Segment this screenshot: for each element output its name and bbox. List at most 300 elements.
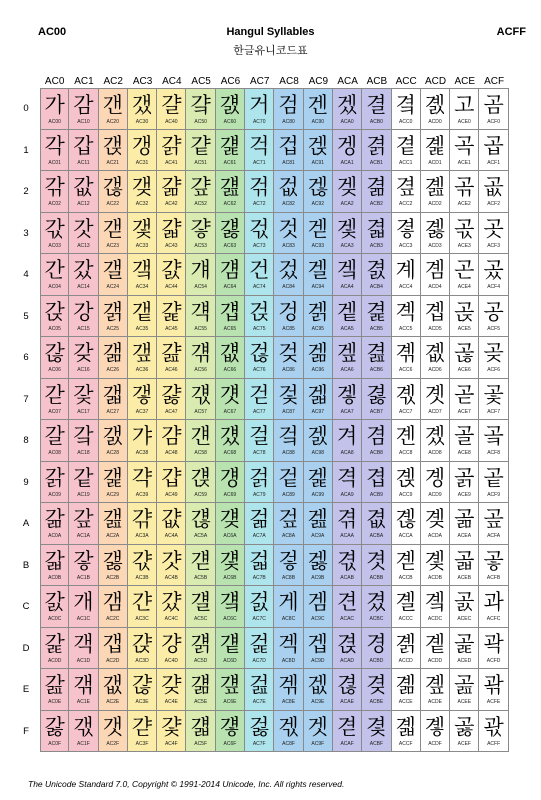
character-cell <box>274 420 303 462</box>
character-glyph: 결 <box>366 93 387 117</box>
character-cell <box>421 171 450 213</box>
code-point-label: AC01 <box>48 159 61 166</box>
character-cell <box>99 254 128 296</box>
character-glyph: 겷 <box>366 382 387 407</box>
character-cell <box>392 462 421 504</box>
character-cell <box>274 586 303 628</box>
code-point-label: ACC7 <box>399 408 413 415</box>
code-point-label: AC4C <box>164 616 178 622</box>
character-glyph: 곑 <box>424 133 446 158</box>
character-cell <box>69 130 98 172</box>
code-point-label: AC3D <box>135 657 149 664</box>
character-glyph: 게 <box>278 590 299 614</box>
character-glyph: 곭 <box>454 631 475 656</box>
character-cell <box>128 130 157 172</box>
character-glyph: 갳 <box>131 216 153 241</box>
code-point-label: AC23 <box>106 242 119 249</box>
code-point-label: AC1C <box>76 616 91 622</box>
chart-row <box>12 503 509 545</box>
character-glyph: 겒 <box>307 175 328 199</box>
code-point-label: ACB9 <box>369 491 383 498</box>
character-glyph: 곢 <box>454 175 475 199</box>
code-point-label: AC0A <box>48 533 62 539</box>
character-cell <box>99 379 128 421</box>
code-point-label: AC87 <box>282 408 295 415</box>
character-cell <box>450 711 479 753</box>
character-cell <box>245 669 274 711</box>
character-cell <box>157 711 186 753</box>
character-glyph: 걵 <box>249 299 270 324</box>
code-point-label: AC5E <box>194 699 208 705</box>
character-glyph: 곈 <box>395 424 416 448</box>
character-glyph: 걊 <box>161 507 182 531</box>
character-glyph: 곙 <box>424 465 446 490</box>
character-glyph: 걾 <box>249 673 270 697</box>
character-glyph: 갤 <box>102 258 123 282</box>
character-glyph: 걧 <box>219 382 241 407</box>
character-cell <box>157 420 186 462</box>
code-point-label: AC1A <box>76 533 90 539</box>
code-point-label: ACF4 <box>487 284 500 290</box>
code-point-label: ACAC <box>340 616 355 622</box>
code-point-label: AC5B <box>194 574 208 581</box>
code-point-label: AC10 <box>77 119 90 125</box>
character-glyph: 걙 <box>190 465 211 490</box>
character-cell <box>69 296 98 338</box>
code-point-label: AC9F <box>311 740 325 747</box>
code-point-label: ACC1 <box>399 159 413 166</box>
character-cell <box>304 586 333 628</box>
character-cell <box>274 462 303 504</box>
character-cell <box>216 213 245 255</box>
code-point-label: ACEF <box>457 740 471 747</box>
code-point-label: ACB8 <box>369 450 383 456</box>
character-cell <box>69 711 98 753</box>
character-cell <box>245 337 274 379</box>
character-glyph: 갯 <box>102 714 123 739</box>
character-cell <box>421 337 450 379</box>
character-glyph: 곤 <box>454 258 475 282</box>
character-cell <box>186 669 215 711</box>
code-point-label: AC7A <box>252 533 266 539</box>
character-glyph: 걶 <box>249 341 270 365</box>
character-cell <box>245 213 274 255</box>
character-glyph: 걪 <box>219 507 241 531</box>
code-point-label: ACB5 <box>369 325 383 332</box>
character-cell <box>333 171 362 213</box>
row-label: D <box>22 642 30 654</box>
code-point-label: ACAA <box>340 533 354 539</box>
character-glyph: 곟 <box>424 714 446 739</box>
chart-row <box>12 337 509 379</box>
character-cell <box>479 628 508 670</box>
code-point-label: AC21 <box>106 159 119 166</box>
code-point-label: AC5A <box>194 533 208 539</box>
character-cell <box>450 462 479 504</box>
character-glyph: 겔 <box>307 258 328 282</box>
character-glyph: 겟 <box>307 714 328 739</box>
character-cell <box>128 503 157 545</box>
character-cell <box>274 296 303 338</box>
character-glyph: 곆 <box>395 341 416 365</box>
character-cell <box>216 171 245 213</box>
character-cell <box>69 88 98 130</box>
code-point-label: AC4A <box>164 533 178 539</box>
code-point-label: ACC8 <box>399 450 413 456</box>
character-cell <box>245 420 274 462</box>
chart-row <box>12 462 509 504</box>
character-cell <box>186 711 215 753</box>
character-glyph: 갈 <box>44 424 65 448</box>
character-cell <box>421 130 450 172</box>
character-cell <box>216 337 245 379</box>
character-cell <box>128 379 157 421</box>
character-cell <box>128 669 157 711</box>
code-point-label: AC86 <box>282 367 295 373</box>
character-glyph: 곲 <box>483 175 504 199</box>
character-glyph: 갿 <box>131 714 153 739</box>
character-cell <box>186 130 215 172</box>
character-cell <box>216 420 245 462</box>
code-point-label: AC62 <box>223 201 237 207</box>
code-point-label: AC59 <box>194 491 207 498</box>
character-glyph: 곗 <box>424 382 446 407</box>
code-point-label: AC2F <box>106 740 120 747</box>
code-point-label: ACF5 <box>487 325 500 332</box>
character-cell <box>362 669 391 711</box>
character-glyph: 걳 <box>249 216 270 241</box>
character-cell <box>40 171 69 213</box>
code-point-label: AC8B <box>281 574 296 581</box>
character-glyph: 격 <box>336 465 358 490</box>
character-cell <box>40 503 69 545</box>
code-point-label: ACD2 <box>428 201 442 207</box>
row-label: B <box>22 559 30 571</box>
character-cell <box>450 586 479 628</box>
character-glyph: 갰 <box>131 93 153 117</box>
character-cell <box>157 669 186 711</box>
character-glyph: 갆 <box>44 341 65 365</box>
chart-subtitle: 한글유니코드표 <box>233 44 308 57</box>
character-glyph: 갚 <box>73 507 94 531</box>
code-point-label: ACB3 <box>369 242 383 249</box>
character-glyph: 갩 <box>102 465 123 490</box>
code-point-label: ACCF <box>398 740 413 747</box>
character-cell <box>274 171 303 213</box>
code-point-label: AC29 <box>106 491 119 498</box>
code-point-label: AC70 <box>252 119 266 125</box>
character-glyph: 갑 <box>73 133 94 158</box>
character-glyph: 검 <box>278 93 299 117</box>
character-cell <box>333 379 362 421</box>
code-point-label: AC40 <box>165 119 178 125</box>
character-glyph: 걝 <box>190 631 211 656</box>
code-point-label: AC41 <box>165 159 178 166</box>
character-cell <box>69 213 98 255</box>
row-label: 5 <box>23 310 29 322</box>
character-glyph: 겚 <box>307 507 328 531</box>
character-cell <box>128 420 157 462</box>
code-point-label: AC91 <box>311 159 325 166</box>
character-cell <box>40 545 69 587</box>
code-point-label: AC81 <box>282 159 295 166</box>
code-point-label: ACFC <box>486 616 501 622</box>
character-cell <box>450 628 479 670</box>
character-cell <box>479 586 508 628</box>
character-glyph: 갎 <box>44 673 65 697</box>
character-glyph: 겢 <box>336 175 358 199</box>
code-point-label: ACD1 <box>428 159 442 166</box>
character-cell <box>421 213 450 255</box>
character-cell <box>40 420 69 462</box>
code-point-label: AC6D <box>223 657 237 664</box>
character-cell <box>274 213 303 255</box>
character-cell <box>186 296 215 338</box>
column-header: AC2 <box>103 76 123 87</box>
character-cell <box>421 628 450 670</box>
character-glyph: 걄 <box>161 258 182 282</box>
code-point-label: AC45 <box>165 325 178 332</box>
character-glyph: 겵 <box>366 299 387 324</box>
character-glyph: 것 <box>278 216 299 241</box>
code-point-label: AC22 <box>106 201 119 207</box>
character-glyph: 겸 <box>366 424 387 448</box>
character-cell <box>274 379 303 421</box>
character-cell <box>392 503 421 545</box>
character-cell <box>69 669 98 711</box>
character-glyph: 걢 <box>219 175 241 199</box>
code-point-label: AC67 <box>223 408 237 415</box>
character-cell <box>479 254 508 296</box>
code-point-label: AC6F <box>223 740 237 747</box>
code-point-label: AC0E <box>48 699 62 705</box>
character-cell <box>362 586 391 628</box>
character-cell <box>362 628 391 670</box>
character-glyph: 겼 <box>366 590 387 614</box>
character-cell <box>40 213 69 255</box>
character-glyph: 겡 <box>336 133 358 158</box>
character-cell <box>157 586 186 628</box>
character-cell <box>99 171 128 213</box>
character-cell <box>304 130 333 172</box>
character-glyph: 걤 <box>219 258 241 282</box>
character-glyph: 곾 <box>483 673 504 697</box>
character-cell <box>99 88 128 130</box>
row-label: 6 <box>23 352 29 364</box>
character-glyph: 곩 <box>454 465 475 490</box>
code-point-label: ACAD <box>340 657 355 664</box>
character-glyph: 걻 <box>249 548 270 573</box>
code-point-label: AC83 <box>282 242 295 249</box>
character-glyph: 곒 <box>424 175 446 199</box>
character-cell <box>421 254 450 296</box>
code-point-label: AC7B <box>252 574 266 581</box>
character-cell <box>128 171 157 213</box>
character-glyph: 갖 <box>73 341 94 365</box>
code-point-label: AC32 <box>135 201 149 207</box>
character-cell <box>128 337 157 379</box>
code-point-label: ACBF <box>369 740 384 747</box>
character-glyph: 겪 <box>336 507 358 531</box>
code-point-label: ACB0 <box>369 119 383 125</box>
character-cell <box>479 503 508 545</box>
code-point-label: ACED <box>457 657 472 664</box>
code-point-label: AC4F <box>164 740 178 747</box>
character-glyph: 곅 <box>395 299 416 324</box>
character-cell <box>128 586 157 628</box>
character-glyph: 곧 <box>454 382 475 407</box>
character-glyph: 가 <box>44 93 65 117</box>
character-glyph: 걓 <box>190 216 211 241</box>
code-point-label: AC39 <box>135 491 149 498</box>
character-glyph: 겝 <box>307 631 328 656</box>
code-point-label: AC2C <box>106 616 120 622</box>
character-cell <box>157 213 186 255</box>
code-point-label: AC3C <box>135 616 149 622</box>
character-cell <box>216 462 245 504</box>
character-glyph: 곽 <box>483 631 504 656</box>
chart-row <box>12 88 509 130</box>
character-cell <box>245 254 274 296</box>
character-glyph: 계 <box>395 258 416 282</box>
code-point-label: ACA9 <box>340 491 354 498</box>
character-cell <box>392 296 421 338</box>
character-cell <box>128 711 157 753</box>
character-glyph: 감 <box>73 93 94 117</box>
character-glyph: 곺 <box>483 507 504 531</box>
code-point-label: AC76 <box>252 367 266 373</box>
code-point-label: AC48 <box>165 450 178 456</box>
character-glyph: 갉 <box>44 465 65 490</box>
code-point-label: AC02 <box>48 201 61 207</box>
character-glyph: 갥 <box>102 299 123 324</box>
code-point-label: AC94 <box>311 284 325 290</box>
character-glyph: 겊 <box>278 507 299 531</box>
code-point-label: ACEB <box>457 574 472 581</box>
character-glyph: 곦 <box>454 341 475 365</box>
row-label: 7 <box>23 393 29 405</box>
code-point-label: ACA4 <box>340 284 354 290</box>
character-glyph: 겤 <box>336 258 358 282</box>
character-glyph: 갹 <box>131 465 153 490</box>
character-glyph: 곝 <box>424 631 446 656</box>
character-cell <box>69 337 98 379</box>
character-glyph: 갢 <box>102 175 123 199</box>
code-point-label: ACCD <box>398 657 413 664</box>
code-point-label: AC4B <box>164 574 178 581</box>
code-point-label: ACE4 <box>457 284 471 290</box>
chart-row <box>12 628 509 670</box>
character-cell <box>274 337 303 379</box>
character-glyph: 각 <box>44 133 65 158</box>
character-cell <box>450 130 479 172</box>
character-glyph: 걔 <box>190 258 211 282</box>
column-header: AC5 <box>191 76 211 87</box>
character-glyph: 갶 <box>131 341 153 365</box>
code-point-label: AC8A <box>281 533 296 539</box>
code-point-label: ACFA <box>487 533 501 539</box>
character-glyph: 같 <box>73 465 94 490</box>
character-glyph: 곃 <box>395 216 416 241</box>
character-glyph: 곴 <box>483 258 504 282</box>
code-point-label: AC72 <box>252 201 266 207</box>
character-cell <box>333 420 362 462</box>
character-cell <box>274 503 303 545</box>
chart-title: Hangul Syllables <box>226 26 315 38</box>
code-point-label: AC98 <box>311 450 325 456</box>
character-glyph: 겨 <box>336 424 358 448</box>
column-header: ACC <box>395 76 417 87</box>
character-cell <box>304 711 333 753</box>
character-glyph: 간 <box>44 258 65 282</box>
code-point-label: AC92 <box>311 201 325 207</box>
character-cell <box>392 88 421 130</box>
character-glyph: 곰 <box>483 93 504 117</box>
character-glyph: 걚 <box>190 507 211 531</box>
code-point-label: AC64 <box>223 284 237 290</box>
character-cell <box>216 669 245 711</box>
code-point-label: ACBD <box>369 657 384 664</box>
character-glyph: 곛 <box>424 548 446 573</box>
column-header: AC1 <box>74 76 94 87</box>
character-glyph: 갲 <box>131 175 153 199</box>
character-cell <box>99 503 128 545</box>
code-point-label: ACBC <box>369 616 384 622</box>
character-cell <box>40 711 69 753</box>
code-point-label: ACA2 <box>340 201 354 207</box>
character-glyph: 갻 <box>131 548 153 573</box>
code-point-label: AC16 <box>77 367 90 373</box>
character-glyph: 걨 <box>219 424 241 448</box>
character-cell <box>421 669 450 711</box>
character-cell <box>479 337 508 379</box>
column-header: AC6 <box>220 76 241 87</box>
character-cell <box>128 628 157 670</box>
code-point-label: AC84 <box>282 284 295 290</box>
character-glyph: 공 <box>483 299 504 324</box>
character-glyph: 걇 <box>161 382 182 407</box>
character-glyph: 고 <box>454 93 475 117</box>
code-point-label: AC69 <box>223 491 237 498</box>
character-cell <box>304 254 333 296</box>
code-point-label: AC11 <box>77 159 90 166</box>
character-glyph: 갧 <box>102 382 123 407</box>
character-glyph: 갺 <box>131 507 153 531</box>
character-glyph: 겭 <box>336 631 358 656</box>
character-cell <box>479 462 508 504</box>
code-point-label: AC5F <box>194 740 208 747</box>
character-glyph: 곫 <box>454 548 475 573</box>
chart-row <box>12 171 509 213</box>
character-glyph: 걅 <box>161 299 182 324</box>
character-cell <box>392 628 421 670</box>
character-glyph: 걖 <box>190 341 211 365</box>
code-point-label: AC05 <box>48 325 61 332</box>
character-glyph: 곍 <box>395 631 416 656</box>
character-glyph: 갮 <box>102 673 123 697</box>
character-cell <box>216 545 245 587</box>
code-point-label: ACD0 <box>428 119 442 125</box>
code-point-label: AC37 <box>135 408 149 415</box>
code-point-label: AC3B <box>135 574 149 581</box>
character-cell <box>362 503 391 545</box>
character-cell <box>392 337 421 379</box>
character-cell <box>40 669 69 711</box>
character-glyph: 겦 <box>336 341 358 365</box>
column-header: ACF <box>484 76 505 87</box>
row-label: A <box>22 518 30 530</box>
character-cell <box>304 171 333 213</box>
